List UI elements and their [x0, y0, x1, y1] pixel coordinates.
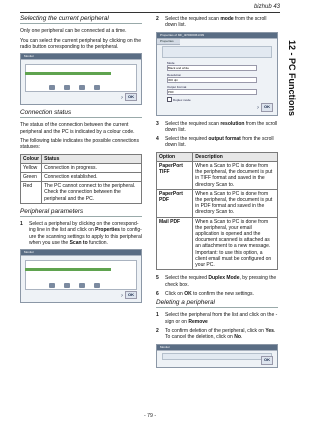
help-icon: ?: [120, 293, 123, 299]
properties-tab: Properties: [157, 39, 180, 45]
help-icon: ?: [256, 105, 259, 111]
paragraph: The status of the connection between the current peripheral and the PC is indicated by a colour code.: [20, 122, 135, 135]
table-header: Description: [193, 152, 278, 161]
header-brand: bizhub 43: [253, 4, 280, 10]
section-title-selecting: Selecting the current peripheral: [20, 15, 109, 22]
section-title-parameters: Peripheral parameters: [20, 207, 84, 215]
step-item: 3 Select the required scan resolution from the scroll down list.: [156, 120, 278, 133]
toolbar-icons: [49, 283, 100, 288]
header-rule: [20, 12, 280, 13]
table-header: Status: [42, 154, 142, 163]
section-rule: [20, 23, 142, 24]
table-cell: When a Scan to PC is done from the peripheral, the document is put in TIFF format and saved in the directory Scan to.: [193, 161, 278, 189]
step-item: 1 Select a peripheral by clicking on the correspond-ing line in the list and click on Properties to config-ure the scanning settings to apply to this peripheral when you use the Scan to function.: [20, 221, 142, 247]
output-format-table: [156, 152, 278, 270]
table-cell: When a Scan to PC is done from the peripheral, the document is put in PDF format and saved in the directory Scan to.: [193, 189, 278, 217]
window-title: Monitor: [157, 345, 277, 351]
add-icon: [49, 283, 55, 288]
monitor-screenshot-2: [20, 249, 142, 303]
paragraph: You can select the current peripheral by clicking on the radio button corresponding to the peripheral.: [20, 37, 141, 50]
table-row: [21, 173, 142, 182]
properties-screenshot: [156, 32, 278, 116]
resolution-label: Resolution: [167, 72, 182, 77]
ok-button: OK: [261, 356, 273, 364]
table-cell: Green: [21, 173, 42, 182]
paragraph: Only one peripheral can be connected at a time.: [20, 28, 127, 35]
table-row: [157, 161, 278, 189]
confirm-message: [162, 353, 272, 360]
mode-label: Mode: [167, 60, 175, 65]
step-item: 4 Select the required output format from the scroll down list.: [156, 136, 274, 149]
table-cell: Connection established.: [42, 173, 142, 182]
paragraph: The following table indicates the possible connections statuses:: [20, 138, 139, 151]
section-rule: [156, 307, 278, 308]
section-rule: [20, 117, 142, 118]
section-rule: [20, 216, 142, 217]
scan-icon: [94, 85, 100, 90]
left-column: [20, 16, 142, 308]
chapter-side-tab: [283, 30, 300, 125]
info-banner: [162, 46, 272, 58]
toolbar-icons: [49, 85, 100, 90]
table-cell: Connection in progress.: [42, 163, 142, 172]
duplex-label: Duplex mode: [173, 97, 191, 102]
monitor-confirm-screenshot: [156, 344, 278, 368]
section-title-connection: Connection status: [20, 109, 72, 117]
monitor-screenshot-1: [20, 53, 142, 105]
right-column: [156, 16, 278, 373]
duplex-checkbox: [167, 97, 172, 102]
remove-icon: [64, 85, 70, 90]
table-cell: Mail PDF: [157, 217, 193, 270]
remove-icon: [64, 283, 70, 288]
step-item: 2 To confirm deletion of the peripheral, click on Yes. To cancel the deletion, click on No.: [156, 328, 276, 341]
scan-icon: [94, 283, 100, 288]
window-title: Monitor: [21, 54, 141, 60]
ok-button: OK: [125, 291, 137, 299]
step-item: 5 Select the required Duplex Mode, by pressing the check box.: [156, 275, 277, 288]
resolution-select: 300 dpi: [167, 77, 257, 83]
step-item: 2 Select the required scan mode from the scroll down list.: [156, 16, 267, 29]
table-cell: PaperPort TIFF: [157, 161, 193, 189]
table-row: [157, 189, 278, 217]
help-icon: ?: [120, 94, 123, 100]
table-row: [21, 182, 142, 204]
table-header: Option: [157, 152, 193, 161]
ok-button: OK: [125, 93, 137, 101]
table-cell: PaperPort PDF: [157, 189, 193, 217]
ok-button: OK: [261, 103, 273, 111]
table-cell: The PC cannot connect to the peripheral. Check the connection between the peripheral and the PC.: [42, 182, 142, 204]
add-icon: [49, 85, 55, 90]
properties-icon: [79, 85, 85, 90]
step-item: 1 Select the peripheral from the list and click on the - sign or on Remove: [156, 312, 278, 325]
step-item: 6 Click on OK to confirm the new settings.: [156, 290, 254, 297]
table-row: [157, 217, 278, 270]
selected-device-row: [25, 72, 111, 75]
mode-select: Black and white: [167, 65, 257, 71]
window-title: Monitor: [21, 250, 141, 256]
selected-device-row: [25, 268, 111, 271]
page-number: - 79 -: [143, 413, 157, 419]
table-row: [21, 163, 142, 172]
properties-icon: [79, 283, 85, 288]
table-cell: Yellow: [21, 163, 42, 172]
section-title-deleting: Deleting a peripheral: [156, 299, 215, 307]
output-format-select: PDF: [167, 89, 257, 95]
connection-status-table: [20, 154, 142, 204]
chapter-side-tab-label: 12 - PC Functions: [286, 39, 297, 116]
output-format-label: Output Format: [167, 84, 187, 89]
window-title: Properties of MF_4F5000061339: [157, 33, 277, 39]
table-header: Colour: [21, 154, 42, 163]
table-cell: When a Scan to PC is done from the peripheral, your email application is opened and the document scanned is attached as an attachment to a new message. Important: to use this option, a client email must be configured on your PC.: [193, 217, 278, 270]
table-cell: Red: [21, 182, 42, 204]
